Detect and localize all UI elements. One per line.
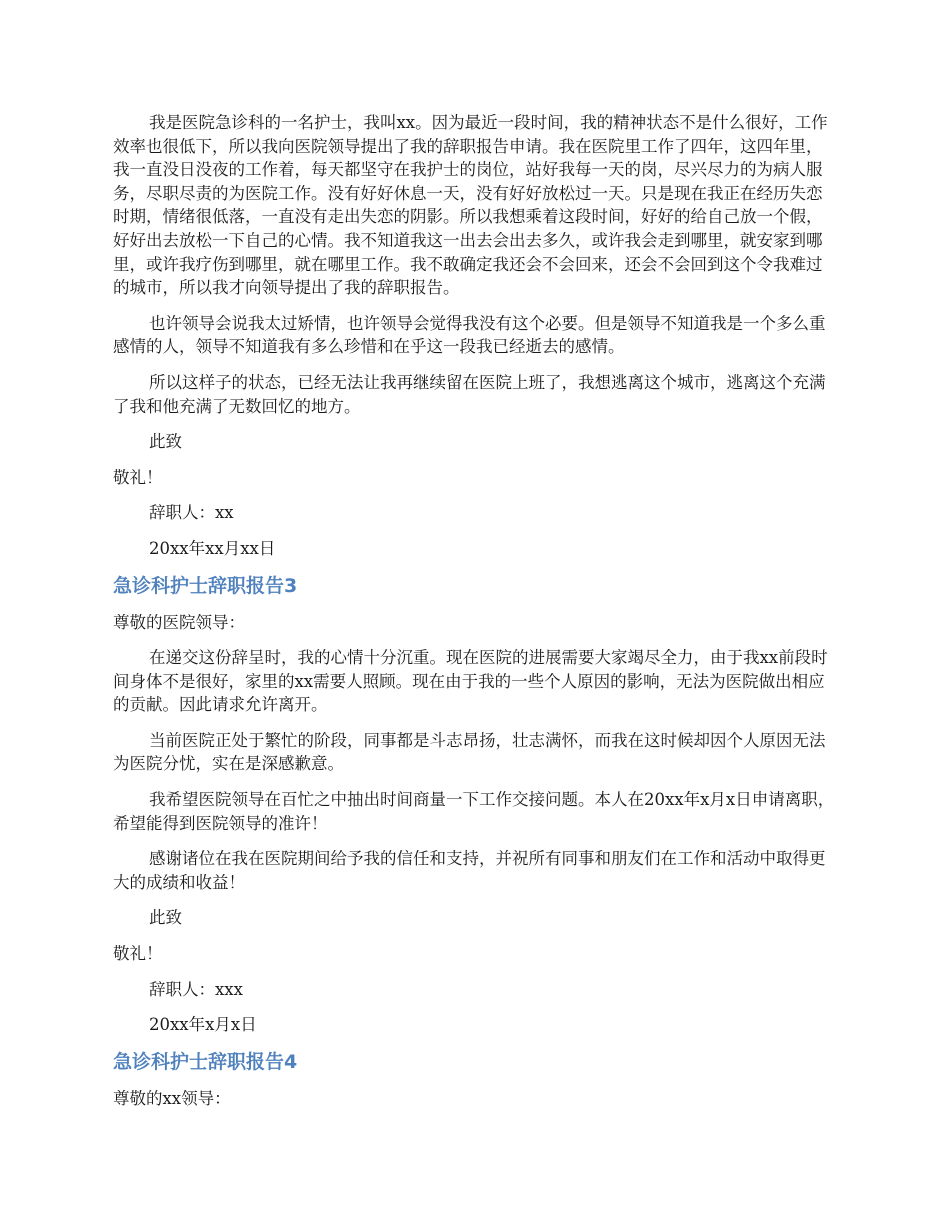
body-paragraph: 我希望医院领导在百忙之中抽出时间商量一下工作交接问题。本人在20xx年x月x日申请离职，希望能得到医院领导的准许！ bbox=[113, 790, 835, 833]
section-report-3 bbox=[113, 573, 838, 1037]
body-paragraph: 感谢诸位在我在医院期间给予我的信任和支持，并祝所有同事和朋友们在工作和活动中取得更大的成绩和收益！ bbox=[113, 849, 826, 892]
closing-text: 此致 bbox=[149, 432, 182, 452]
salute-text: 敬礼！ bbox=[113, 944, 163, 964]
signature: 辞职人：xx bbox=[149, 503, 234, 523]
body-paragraph: 当前医院正处于繁忙的阶段，同事都是斗志昂扬，壮志满怀，而我在这时候却因个人原因无法为医院分忧，实在是深感歉意。 bbox=[113, 730, 826, 774]
section-previous bbox=[113, 111, 838, 561]
body-paragraph: 我是医院急诊科的一名护士，我叫xx。因为最近一段时间，我的精神状态不是什么很好，工作效率也很低下，所以我向医院领导提出了我的辞职报告申请。我在医院里工作了四年，这四年里，我一直没日没夜的工作着，每天都坚守在我护士的岗位，站好我每一天的岗，尽兴尽力的为病人服务，尽职尽责的为医院工作。没有好好休息一天，没有好好放松过一天。只是现在我正在经历失恋时期，情绪很低落，一直没有走出失恋的阴影。所以我想乘着这段时间，好好的给自己放一个假，好好出去放松一下自己的心情。我不知道我这一出去会出去多久，或许我会走到哪里，就安家到哪里，或许我疗伤到哪里，就在哪里工作。我不敢确定我还会不会回来，还会不会回到这个令我难过的城市，所以我才向领导提出了我的辞职报告。 bbox=[113, 113, 828, 298]
greeting: 尊敬的xx领导： bbox=[113, 1088, 231, 1108]
date: 20xx年xx月xx日 bbox=[149, 538, 276, 558]
greeting: 尊敬的医院领导： bbox=[113, 612, 245, 632]
section-heading: 急诊科护士辞职报告3 bbox=[113, 574, 298, 597]
date: 20xx年x月x日 bbox=[149, 1015, 257, 1035]
section-report-4 bbox=[113, 1049, 838, 1111]
salute-text: 敬礼！ bbox=[113, 467, 163, 487]
section-heading: 急诊科护士辞职报告4 bbox=[113, 1050, 298, 1073]
signature: 辞职人：xxx bbox=[149, 979, 243, 999]
body-paragraph: 也许领导会说我太过矫情，也许领导会觉得我没有这个必要。但是领导不知道我是一个多么重感情的人，领导不知道我有多么珍惜和在乎这一段我已经逝去的感情。 bbox=[113, 313, 826, 357]
body-paragraph: 所以这样子的状态，已经无法让我再继续留在医院上班了，我想逃离这个城市，逃离这个充满了我和他充满了无数回忆的地方。 bbox=[113, 372, 826, 416]
body-paragraph: 在递交这份辞呈时，我的心情十分沉重。现在医院的进展需要大家竭尽全力，由于我xx前段时间身体不是很好，家里的xx需要人照顾。现在由于我的一些个人原因的影响，无法为医院做出相应的贡献。因此请求允许离开。 bbox=[113, 648, 828, 715]
closing-text: 此致 bbox=[149, 908, 182, 928]
